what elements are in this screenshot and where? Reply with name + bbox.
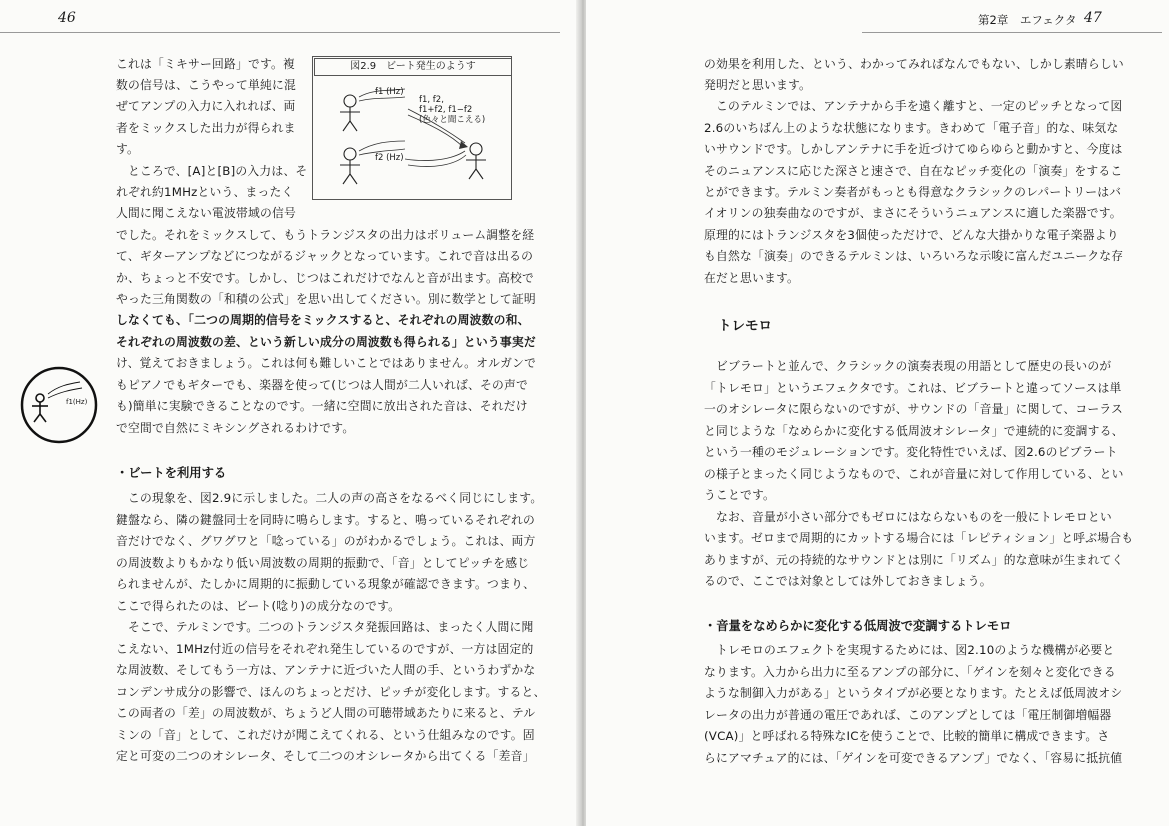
text-line: 発明だと思います。 — [704, 78, 812, 92]
text-line: 2.6のいちばん上のような状態になります。きわめて「電子音」的な、味気な — [704, 121, 1119, 135]
text-line: と同じような「なめらかに変化する低周波オシレータ」で連続的に変調する、 — [704, 424, 1124, 438]
text-line-emphasis: それぞれの周波数の差、という新しい成分の周波数も得られる」という事実だ — [116, 335, 536, 349]
mix-label-2: f1+f2, f1−f2 — [419, 105, 473, 115]
text-line: ような制御入力がある」というタイプが必要となります。たとえば低周波オシ — [704, 686, 1123, 700]
text-line: るので、ここでは対象としては外しておきましょう。 — [704, 574, 992, 588]
text-line: 人間に聞こえない電波帯域の信号 — [116, 206, 296, 220]
label-f2: f2 (Hz) — [375, 153, 404, 163]
text-line: れぞれ約1MHzという、まったく — [116, 185, 294, 199]
margin-icon-label: f1(Hz) — [66, 398, 88, 406]
header-rule-right — [862, 32, 1162, 33]
text-line: やった三角関数の「和積の公式」を思い出してください。別に数学として証明 — [116, 292, 536, 306]
text-line: この現象を、図2.9に示しました。二人の声の高さをなるべく同じにします。 — [116, 491, 543, 505]
text-line: なお、音量が小さい部分でもゼロにはならないものを一般にトレモロとい — [704, 510, 1112, 524]
text-line: ありますが、元の持続的なサウンドとは別に「リズム」的な意味が生まれてく — [704, 553, 1124, 567]
text-line: とができます。テルミン奏者がもっとも得意なクラシックのレパートリーはバ — [704, 185, 1122, 199]
person-2-icon — [340, 148, 360, 184]
text-line: トレモロのエフェクトを実現するためには、図2.10のような機構が必要と — [704, 643, 1115, 657]
mix-label-1: f1, f2, — [419, 95, 444, 105]
section-title: トレモロ — [718, 318, 772, 334]
text-line: られませんが、たしかに周期的に振動している現象が確認できます。つまり、 — [116, 577, 535, 591]
text-line: という一種のモジュレーションです。変化特性でいえば、図2.6のビブラート — [704, 445, 1118, 459]
text-line: て、ギターアンプなどにつながるジャックとなっています。これで音は出るの — [116, 249, 534, 263]
text-line: 鍵盤なら、隣の鍵盤同士を同時に鳴らします。すると、鳴っているそれぞれの — [116, 513, 535, 527]
figure-caption: 図2.9 ビート発生のようす — [314, 58, 512, 76]
text-line: 者をミックスした出力が得られま — [116, 121, 296, 135]
text-line: 一のオシレータに限らないのですが、サウンドの「音量」に関して、コーラス — [704, 402, 1124, 416]
text-line-emphasis: しなくても、「二つの周期的信号をミックスすると、それぞれの周波数の和、 — [116, 313, 530, 327]
text-line: イオリンの独奏曲なのですが、まさにそういうニュアンスに適した楽器です。 — [704, 206, 1122, 220]
running-head: 第2章 エフェクタ — [978, 13, 1077, 27]
text-line: も)簡単に実験できることなのです。一緒に空間に放出された音は、それだけ — [116, 399, 528, 413]
text-line: このテルミンでは、アンテナから手を遠く離すと、一定のピッチとなって図 — [704, 99, 1123, 113]
text-line: そこで、テルミンです。二つのトランジスタ発振回路は、まったく人間に聞 — [116, 620, 534, 634]
section-heading: ・ビートを利用する — [116, 466, 227, 480]
text-line: 原理的にはトランジスタを3個使っただけで、どんな大掛かりな電子楽器より — [704, 228, 1119, 242]
text-line: の様子とまったく同じようなもので、これが音量に対して作用している、とい — [704, 467, 1124, 481]
text-line: 定と可変の二つのオシレータ、そして二つのオシレータから出てくる「差音」 — [116, 749, 535, 763]
mix-label-3: (色々と聞こえる) — [419, 115, 486, 125]
text-line: これは「ミキサー回路」です。複 — [116, 57, 296, 71]
text-line: らにアマチュア的には、「ゲインを可変できるアンプ」でなく、「容易に抵抗値 — [704, 751, 1123, 765]
header-rule-left — [0, 32, 560, 33]
text-line: で空間で自然にミキシングされるわけです。 — [116, 421, 355, 435]
left-page — [0, 0, 580, 826]
text-line: いサウンドです。しかしアンテナに手を近づけてゆらゆらと動かすと、今度は — [704, 142, 1123, 156]
person-1-icon — [340, 95, 360, 131]
text-line: の周波数よりもかなり低い周波数の周期的振動で、「音」としてピッチを感じ — [116, 556, 530, 570]
text-line: こえない、1MHz付近の信号をそれぞれ発生しているのですが、一方は固定的 — [116, 642, 534, 656]
text-line: コンデンサ成分の影響で、ほんのちょっとだけ、ピッチが変化します。すると、 — [116, 685, 546, 699]
text-line: そのニュアンスに応じた深さと速さで、自在なピッチ変化の「演奏」をするこ — [704, 164, 1123, 178]
page-number-right: 47 — [1084, 10, 1102, 26]
text-line: ここで得られたのは、ビート(唸り)の成分なのです。 — [116, 599, 401, 613]
text-line: ぜてアンプの入力に入れれば、両 — [116, 99, 296, 113]
beat-diagram — [313, 79, 511, 199]
text-line: でした。それをミックスして、もうトランジスタの出力はボリューム調整を経 — [116, 228, 535, 242]
figure-2-9 — [312, 56, 512, 200]
text-line: ミンの「音」として、これだけが聞こえてくれる、という仕組みなのです。固 — [116, 728, 535, 742]
text-line: なります。入力から出力に至るアンプの部分に、「ゲインを刻々と変化できる — [704, 665, 1116, 679]
text-line: ところで、[A]と[B]の入力は、そ — [116, 164, 308, 178]
text-line: ビブラートと並んで、クラシックの演奏表現の用語として歴史の長いのが — [704, 359, 1112, 373]
text-line: もピアノでもギターでも、楽器を使って(じつは人間が二人いれば、その声で — [116, 378, 528, 392]
text-line: も自然な「演奏」のできるテルミンは、いろいろな示唆に富んだユニークな存 — [704, 249, 1124, 263]
right-page — [586, 0, 1169, 826]
text-line: な周波数、そしてもう一方は、アンテナに近づいた人間の手、というわずかな — [116, 663, 536, 677]
text-line: 「トレモロ」というエフェクタです。これは、ビブラートと違ってソースは単 — [704, 381, 1122, 395]
listener-icon — [466, 143, 486, 179]
text-line: この両者の「差」の周波数が、ちょうど人間の可聴帯域あたりに来ると、テル — [116, 706, 536, 720]
text-line: か、ちょっと不安です。しかし、じつはこれだけでなんと音が出ます。高校で — [116, 271, 535, 285]
text-line: 在だと思います。 — [704, 271, 800, 285]
label-f1: f1 (Hz) — [375, 87, 404, 97]
text-line: 音だけでなく、グワグワと「唸っている」のがわかるでしょう。これは、両方 — [116, 534, 536, 548]
section-heading: ・音量をなめらかに変化する低周波で変調するトレモロ — [704, 619, 1012, 633]
text-line: (VCA)」と呼ばれる特殊なICを使うことで、比較的簡単に構成できます。さ — [704, 729, 1110, 743]
text-line: レータの出力が普通の電圧であれば、このアンプとしては「電圧制御増幅器 — [704, 708, 1112, 722]
text-line: す。 — [116, 142, 140, 156]
page-number-left: 46 — [58, 10, 76, 26]
text-line: います。ゼロまで周期的にカットする場合には「レピティション」と呼ぶ場合も — [704, 531, 1134, 545]
text-line: の効果を利用した、という、わかってみればなんでもない、しかし素晴らしい — [704, 57, 1124, 71]
text-line: うことです。 — [704, 488, 776, 502]
text-line: 数の信号は、こうやって単純に混 — [116, 78, 296, 92]
text-line: け、覚えておきましょう。これは何も難しいことではありません。オルガンで — [116, 356, 537, 370]
